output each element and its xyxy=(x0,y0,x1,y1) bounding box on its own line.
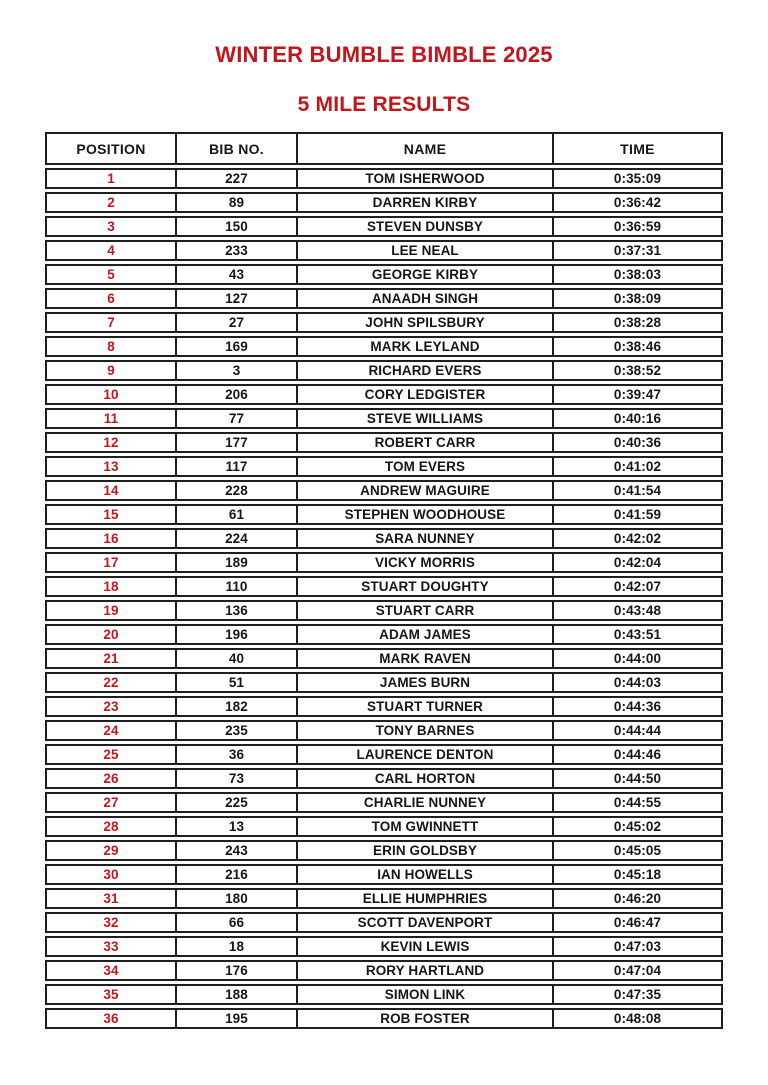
time-cell: 0:41:02 xyxy=(552,456,723,477)
name-cell: STEVE WILLIAMS xyxy=(296,408,552,429)
table-row xyxy=(45,912,723,933)
bib-cell: 36 xyxy=(175,744,296,765)
time-cell: 0:37:31 xyxy=(552,240,723,261)
table-row xyxy=(45,312,723,333)
position-cell: 9 xyxy=(45,360,175,381)
name-cell: TOM EVERS xyxy=(296,456,552,477)
position-cell: 5 xyxy=(45,264,175,285)
name-cell: SIMON LINK xyxy=(296,984,552,1005)
bib-cell: 13 xyxy=(175,816,296,837)
bib-cell: 18 xyxy=(175,936,296,957)
bib-cell: 89 xyxy=(175,192,296,213)
table-row xyxy=(45,168,723,189)
time-cell: 0:38:28 xyxy=(552,312,723,333)
name-cell: GEORGE KIRBY xyxy=(296,264,552,285)
table-row xyxy=(45,384,723,405)
position-cell: 6 xyxy=(45,288,175,309)
name-cell: TOM GWINNETT xyxy=(296,816,552,837)
time-cell: 0:44:44 xyxy=(552,720,723,741)
time-cell: 0:36:42 xyxy=(552,192,723,213)
table-row xyxy=(45,720,723,741)
column-header-position: POSITION xyxy=(45,132,175,165)
table-row xyxy=(45,288,723,309)
header-row xyxy=(45,132,723,165)
time-cell: 0:44:03 xyxy=(552,672,723,693)
time-cell: 0:48:08 xyxy=(552,1008,723,1029)
table-row xyxy=(45,816,723,837)
bib-cell: 73 xyxy=(175,768,296,789)
table-row xyxy=(45,960,723,981)
name-cell: STEVEN DUNSBY xyxy=(296,216,552,237)
bib-cell: 180 xyxy=(175,888,296,909)
table-row xyxy=(45,264,723,285)
time-cell: 0:41:59 xyxy=(552,504,723,525)
table-row xyxy=(45,864,723,885)
table-row xyxy=(45,360,723,381)
page-subtitle: 5 MILE RESULTS xyxy=(297,93,471,116)
bib-cell: 189 xyxy=(175,552,296,573)
bib-cell: 61 xyxy=(175,504,296,525)
table-row xyxy=(45,600,723,621)
position-cell: 28 xyxy=(45,816,175,837)
name-cell: MARK RAVEN xyxy=(296,648,552,669)
name-cell: TONY BARNES xyxy=(296,720,552,741)
bib-cell: 51 xyxy=(175,672,296,693)
time-cell: 0:44:55 xyxy=(552,792,723,813)
table-row xyxy=(45,576,723,597)
time-cell: 0:46:20 xyxy=(552,888,723,909)
name-cell: ELLIE HUMPHRIES xyxy=(296,888,552,909)
name-cell: ROBERT CARR xyxy=(296,432,552,453)
name-cell: JAMES BURN xyxy=(296,672,552,693)
table-row xyxy=(45,840,723,861)
time-cell: 0:45:05 xyxy=(552,840,723,861)
time-cell: 0:43:48 xyxy=(552,600,723,621)
bib-cell: 77 xyxy=(175,408,296,429)
position-cell: 14 xyxy=(45,480,175,501)
table-row xyxy=(45,648,723,669)
table-row xyxy=(45,552,723,573)
table-row xyxy=(45,240,723,261)
position-cell: 3 xyxy=(45,216,175,237)
time-cell: 0:40:36 xyxy=(552,432,723,453)
name-cell: IAN HOWELLS xyxy=(296,864,552,885)
position-cell: 27 xyxy=(45,792,175,813)
table-row xyxy=(45,744,723,765)
name-cell: STEPHEN WOODHOUSE xyxy=(296,504,552,525)
bib-cell: 195 xyxy=(175,1008,296,1029)
bib-cell: 206 xyxy=(175,384,296,405)
position-cell: 34 xyxy=(45,960,175,981)
table-row xyxy=(45,624,723,645)
position-cell: 21 xyxy=(45,648,175,669)
table-row xyxy=(45,1008,723,1029)
bib-cell: 188 xyxy=(175,984,296,1005)
time-cell: 0:36:59 xyxy=(552,216,723,237)
name-cell: CARL HORTON xyxy=(296,768,552,789)
bib-cell: 196 xyxy=(175,624,296,645)
position-cell: 32 xyxy=(45,912,175,933)
results-table xyxy=(45,129,723,1032)
time-cell: 0:42:04 xyxy=(552,552,723,573)
position-cell: 17 xyxy=(45,552,175,573)
time-cell: 0:46:47 xyxy=(552,912,723,933)
name-cell: CHARLIE NUNNEY xyxy=(296,792,552,813)
time-cell: 0:38:52 xyxy=(552,360,723,381)
time-cell: 0:43:51 xyxy=(552,624,723,645)
position-cell: 10 xyxy=(45,384,175,405)
table-row xyxy=(45,216,723,237)
bib-cell: 3 xyxy=(175,360,296,381)
name-cell: SCOTT DAVENPORT xyxy=(296,912,552,933)
time-cell: 0:35:09 xyxy=(552,168,723,189)
position-cell: 24 xyxy=(45,720,175,741)
table-row xyxy=(45,792,723,813)
time-cell: 0:39:47 xyxy=(552,384,723,405)
table-row xyxy=(45,192,723,213)
time-cell: 0:44:36 xyxy=(552,696,723,717)
name-cell: RICHARD EVERS xyxy=(296,360,552,381)
bib-cell: 182 xyxy=(175,696,296,717)
name-cell: ADAM JAMES xyxy=(296,624,552,645)
bib-cell: 136 xyxy=(175,600,296,621)
table-row xyxy=(45,936,723,957)
name-cell: JOHN SPILSBURY xyxy=(296,312,552,333)
position-cell: 31 xyxy=(45,888,175,909)
table-row xyxy=(45,456,723,477)
position-cell: 18 xyxy=(45,576,175,597)
position-cell: 30 xyxy=(45,864,175,885)
name-cell: STUART DOUGHTY xyxy=(296,576,552,597)
position-cell: 8 xyxy=(45,336,175,357)
name-cell: LAURENCE DENTON xyxy=(296,744,552,765)
name-cell: ROB FOSTER xyxy=(296,1008,552,1029)
time-cell: 0:44:00 xyxy=(552,648,723,669)
table-row xyxy=(45,672,723,693)
bib-cell: 225 xyxy=(175,792,296,813)
position-cell: 23 xyxy=(45,696,175,717)
table-row xyxy=(45,888,723,909)
page-title: WINTER BUMBLE BIMBLE 2025 xyxy=(215,42,553,67)
position-cell: 35 xyxy=(45,984,175,1005)
time-cell: 0:44:46 xyxy=(552,744,723,765)
table-row xyxy=(45,984,723,1005)
bib-cell: 127 xyxy=(175,288,296,309)
time-cell: 0:40:16 xyxy=(552,408,723,429)
bib-cell: 216 xyxy=(175,864,296,885)
name-cell: CORY LEDGISTER xyxy=(296,384,552,405)
position-cell: 1 xyxy=(45,168,175,189)
name-cell: VICKY MORRIS xyxy=(296,552,552,573)
column-header-bib: BIB NO. xyxy=(175,132,296,165)
bib-cell: 243 xyxy=(175,840,296,861)
bib-cell: 233 xyxy=(175,240,296,261)
name-cell: RORY HARTLAND xyxy=(296,960,552,981)
name-cell: LEE NEAL xyxy=(296,240,552,261)
position-cell: 29 xyxy=(45,840,175,861)
time-cell: 0:38:09 xyxy=(552,288,723,309)
position-cell: 16 xyxy=(45,528,175,549)
time-cell: 0:41:54 xyxy=(552,480,723,501)
name-cell: DARREN KIRBY xyxy=(296,192,552,213)
bib-cell: 169 xyxy=(175,336,296,357)
bib-cell: 177 xyxy=(175,432,296,453)
position-cell: 22 xyxy=(45,672,175,693)
name-cell: MARK LEYLAND xyxy=(296,336,552,357)
results-table-body xyxy=(45,168,723,1029)
table-row xyxy=(45,768,723,789)
time-cell: 0:47:03 xyxy=(552,936,723,957)
name-cell: ANAADH SINGH xyxy=(296,288,552,309)
position-cell: 11 xyxy=(45,408,175,429)
name-cell: ANDREW MAGUIRE xyxy=(296,480,552,501)
time-cell: 0:38:46 xyxy=(552,336,723,357)
position-cell: 33 xyxy=(45,936,175,957)
position-cell: 13 xyxy=(45,456,175,477)
table-row xyxy=(45,480,723,501)
position-cell: 19 xyxy=(45,600,175,621)
bib-cell: 27 xyxy=(175,312,296,333)
bib-cell: 224 xyxy=(175,528,296,549)
bib-cell: 235 xyxy=(175,720,296,741)
time-cell: 0:44:50 xyxy=(552,768,723,789)
bib-cell: 176 xyxy=(175,960,296,981)
table-row xyxy=(45,408,723,429)
position-cell: 12 xyxy=(45,432,175,453)
time-cell: 0:45:18 xyxy=(552,864,723,885)
table-row xyxy=(45,528,723,549)
time-cell: 0:47:35 xyxy=(552,984,723,1005)
bib-cell: 40 xyxy=(175,648,296,669)
name-cell: STUART CARR xyxy=(296,600,552,621)
time-cell: 0:42:07 xyxy=(552,576,723,597)
position-cell: 4 xyxy=(45,240,175,261)
column-header-time: TIME xyxy=(552,132,723,165)
table-row xyxy=(45,504,723,525)
name-cell: ERIN GOLDSBY xyxy=(296,840,552,861)
table-row xyxy=(45,432,723,453)
table-row xyxy=(45,336,723,357)
time-cell: 0:38:03 xyxy=(552,264,723,285)
time-cell: 0:42:02 xyxy=(552,528,723,549)
bib-cell: 43 xyxy=(175,264,296,285)
bib-cell: 227 xyxy=(175,168,296,189)
name-cell: TOM ISHERWOOD xyxy=(296,168,552,189)
name-cell: STUART TURNER xyxy=(296,696,552,717)
column-header-name: NAME xyxy=(296,132,552,165)
name-cell: KEVIN LEWIS xyxy=(296,936,552,957)
bib-cell: 66 xyxy=(175,912,296,933)
time-cell: 0:45:02 xyxy=(552,816,723,837)
bib-cell: 150 xyxy=(175,216,296,237)
position-cell: 26 xyxy=(45,768,175,789)
bib-cell: 117 xyxy=(175,456,296,477)
position-cell: 2 xyxy=(45,192,175,213)
bib-cell: 228 xyxy=(175,480,296,501)
position-cell: 15 xyxy=(45,504,175,525)
position-cell: 25 xyxy=(45,744,175,765)
position-cell: 20 xyxy=(45,624,175,645)
time-cell: 0:47:04 xyxy=(552,960,723,981)
table-row xyxy=(45,696,723,717)
bib-cell: 110 xyxy=(175,576,296,597)
position-cell: 36 xyxy=(45,1008,175,1029)
name-cell: SARA NUNNEY xyxy=(296,528,552,549)
position-cell: 7 xyxy=(45,312,175,333)
